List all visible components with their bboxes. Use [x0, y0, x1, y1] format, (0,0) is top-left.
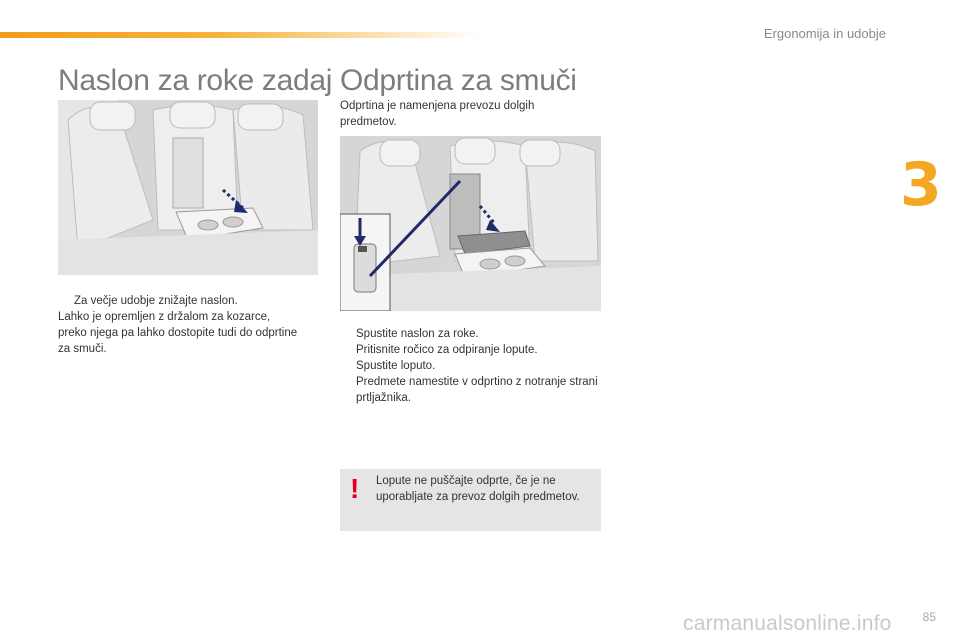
warning-box: [340, 469, 601, 531]
step-item: [340, 342, 605, 358]
armrest-title: Naslon za roke zadaj: [58, 64, 333, 97]
ski-hatch-intro: [340, 98, 590, 130]
step-item: [340, 358, 605, 374]
paragraph-line: za smuči.: [58, 343, 107, 355]
step-text: Predmete namestite v odprtino z notranje strani prtljažnika.: [356, 376, 598, 404]
warning-text: [376, 473, 598, 505]
bullet-marker: [340, 342, 356, 358]
step-text: Pritisnite ročico za odpiranje lopute.: [356, 344, 538, 356]
armrest-bullet: [58, 293, 323, 309]
bullet-marker: [340, 358, 356, 374]
step-text: Spustite loputo.: [356, 360, 436, 372]
watermark: carmanualsonline.info: [683, 612, 892, 635]
ski-hatch-steps: [340, 326, 605, 406]
warning-line: Lopute ne puščajte odprte, če je ne: [376, 475, 556, 487]
paragraph-line: Lahko je opremljen z držalom za kozarce,: [58, 311, 271, 323]
ski-hatch-title: Odprtina za smuči: [340, 64, 577, 97]
section-title: Ergonomija in udobje: [763, 26, 886, 41]
bullet-text: Za večje udobje znižajte naslon.: [74, 295, 238, 307]
intro-line: Odprtina je namenjena prevozu dolgih: [340, 100, 535, 112]
page-number: 85: [922, 610, 936, 624]
step-item: [340, 374, 605, 406]
warning-line: uporabljate za prevoz dolgih predmetov.: [376, 491, 580, 503]
bullet-marker: [340, 326, 356, 342]
intro-line: predmetov.: [340, 116, 397, 128]
step-text: Spustite naslon za roke.: [356, 328, 479, 340]
armrest-text: [58, 293, 323, 357]
armrest-illustration: [58, 100, 318, 275]
bullet-marker: [340, 374, 356, 406]
chapter-number: 3: [900, 150, 942, 220]
warning-icon: !: [350, 473, 360, 504]
step-item: [340, 326, 605, 342]
header-accent-bar: [0, 32, 480, 38]
bullet-marker: [58, 293, 74, 309]
ski-hatch-illustration: [340, 136, 601, 311]
paragraph-line: preko njega pa lahko dostopite tudi do odprtine: [58, 327, 298, 339]
